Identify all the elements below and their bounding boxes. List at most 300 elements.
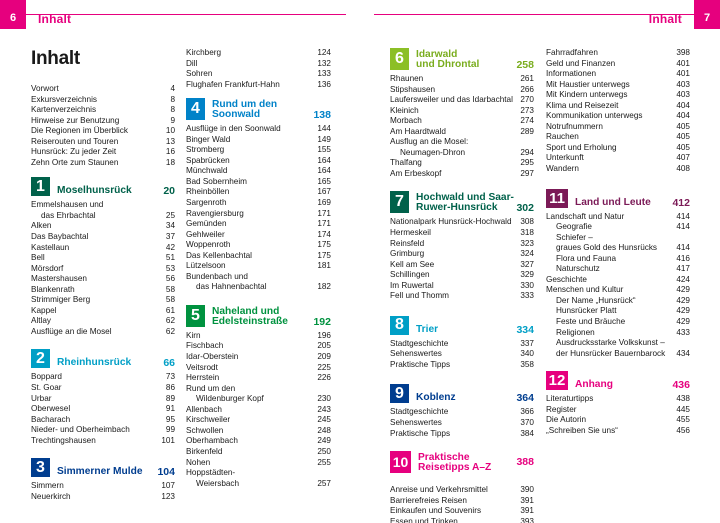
toc-entry-title: Morbach xyxy=(390,116,422,126)
toc-entry-page: 270 xyxy=(520,95,534,105)
toc-entry[interactable] xyxy=(31,404,175,415)
toc-entry-title: Simmern xyxy=(31,481,64,491)
toc-entry[interactable] xyxy=(31,95,175,106)
toc-entry[interactable] xyxy=(546,132,690,143)
toc-entry-title: Nohen xyxy=(186,457,211,467)
toc-entry[interactable] xyxy=(31,253,175,264)
toc-entry[interactable] xyxy=(390,407,534,418)
toc-entry[interactable] xyxy=(186,272,331,283)
toc-entry-title: das Ehrbachtal xyxy=(41,210,96,220)
toc-entry-title: Neumagen-Dhron xyxy=(400,147,466,157)
toc-entry-page: 318 xyxy=(520,228,534,238)
toc-entry[interactable] xyxy=(186,124,331,135)
toc-entry-title: Nationalpark Hunsrück-Hochwald xyxy=(390,217,512,227)
toc-entry[interactable] xyxy=(31,211,175,222)
toc-entry[interactable] xyxy=(546,275,690,286)
toc-entry-page: 429 xyxy=(676,285,690,295)
toc-entry-title: Wandern xyxy=(546,164,579,174)
toc-entry[interactable] xyxy=(31,436,175,447)
toc-entry-title: Naturschutz xyxy=(556,264,600,274)
section-9-header[interactable] xyxy=(390,384,534,403)
toc-entry[interactable] xyxy=(546,143,690,154)
toc-entry[interactable] xyxy=(546,90,690,101)
toc-entry-title: Kartenverzeichnis xyxy=(31,105,97,115)
toc-entry[interactable] xyxy=(31,492,175,503)
toc-entry-page: 4 xyxy=(170,84,175,93)
toc-entry-page: 391 xyxy=(520,495,534,505)
toc-entry[interactable] xyxy=(546,285,690,296)
toc-entry-title: der Hunsrücker Bauernbarock xyxy=(556,348,666,358)
toc-entry-page: 266 xyxy=(520,84,534,94)
section-12-header[interactable] xyxy=(546,371,690,390)
toc-entry-title: Grimburg xyxy=(390,249,425,259)
toc-entry-title: Sport und Erholung xyxy=(546,142,617,152)
section-number-box: 8 xyxy=(390,316,409,335)
section-2-header[interactable] xyxy=(31,349,175,368)
section-title: Land und Leute xyxy=(575,196,651,208)
toc-entry-page: 398 xyxy=(676,48,690,57)
toc-entry[interactable] xyxy=(186,59,331,70)
toc-entry-title: Laufersweiler und das Idarbachtal xyxy=(390,95,513,105)
section-10-header[interactable] xyxy=(390,451,534,473)
toc-entry[interactable] xyxy=(186,426,331,437)
toc-entry[interactable] xyxy=(546,243,690,254)
toc-entry[interactable] xyxy=(546,101,690,112)
toc-entry[interactable] xyxy=(186,415,331,426)
toc-entry-page: 417 xyxy=(676,264,690,274)
toc-entry[interactable] xyxy=(546,254,690,265)
toc-entry[interactable] xyxy=(31,285,175,296)
toc-entry-page: 329 xyxy=(520,270,534,280)
section-1-header[interactable] xyxy=(31,177,175,196)
toc-entry-title: Kell am See xyxy=(390,259,435,269)
toc-entry[interactable] xyxy=(546,122,690,133)
toc-entry-page: 175 xyxy=(317,240,331,250)
toc-entry[interactable] xyxy=(186,48,331,59)
toc-entry-title: Wildenburger Kopf xyxy=(196,394,264,404)
toc-entry[interactable] xyxy=(390,85,534,96)
toc-entry[interactable] xyxy=(186,282,331,293)
toc-entry-title: Literaturtipps xyxy=(546,394,594,404)
toc-entry-page: 37 xyxy=(165,232,175,242)
toc-entry[interactable] xyxy=(31,274,175,285)
section-page: 334 xyxy=(516,323,534,336)
toc-entry-title: Religionen xyxy=(556,327,595,337)
toc-entry-page: 18 xyxy=(165,157,175,167)
toc-entry[interactable] xyxy=(186,230,331,241)
toc-entry-page: 405 xyxy=(676,142,690,152)
toc-entry-title: Klima und Reisezeit xyxy=(546,100,619,110)
toc-entry[interactable] xyxy=(546,164,690,175)
toc-entry[interactable] xyxy=(546,233,690,244)
toc-entry-page: 8 xyxy=(170,94,175,104)
toc-entry[interactable] xyxy=(390,270,534,281)
toc-entry[interactable] xyxy=(186,436,331,447)
toc-entry[interactable] xyxy=(546,212,690,223)
toc-entry-page: 414 xyxy=(676,243,690,253)
toc-entry[interactable] xyxy=(186,219,331,230)
toc-entry[interactable] xyxy=(390,106,534,117)
toc-entry-page: 107 xyxy=(161,481,175,491)
toc-entry[interactable] xyxy=(186,373,331,384)
toc-entry-page: 243 xyxy=(317,404,331,414)
toc-entry[interactable] xyxy=(390,281,534,292)
toc-entry-page: 390 xyxy=(520,485,534,495)
toc-entry-page: 73 xyxy=(165,372,175,382)
toc-entry-title: graues Gold des Hunsrücks xyxy=(556,243,658,253)
toc-entry-title: Geld und Finanzen xyxy=(546,58,616,68)
toc-entry-title: Gehlweiler xyxy=(186,229,225,239)
toc-entry[interactable] xyxy=(31,425,175,436)
toc-entry-title: Hinweise zur Benutzung xyxy=(31,115,120,125)
toc-entry[interactable] xyxy=(546,111,690,122)
toc-entry[interactable] xyxy=(31,126,175,137)
toc-entry[interactable] xyxy=(390,228,534,239)
toc-entry[interactable] xyxy=(546,69,690,80)
toc-entry-page: 42 xyxy=(165,242,175,252)
toc-entry-page: 136 xyxy=(317,79,331,89)
toc-entry[interactable] xyxy=(546,222,690,233)
toc-entry-title: Reiserouten und Touren xyxy=(31,136,119,146)
toc-entry[interactable] xyxy=(31,264,175,275)
toc-entry-title: Reinsfeld xyxy=(390,238,425,248)
toc-entry-title: Sargenroth xyxy=(186,198,227,208)
section-5-entries xyxy=(186,331,331,489)
toc-entry-title: Die Autorin xyxy=(546,415,587,425)
toc-entry[interactable] xyxy=(186,156,331,167)
toc-entry[interactable] xyxy=(390,339,534,350)
toc-entry[interactable] xyxy=(390,74,534,85)
toc-entry-title: das Hahnenbachtal xyxy=(196,282,267,292)
toc-entry-page: 155 xyxy=(317,145,331,155)
toc-entry[interactable] xyxy=(186,145,331,156)
toc-entry[interactable] xyxy=(186,363,331,374)
toc-entry[interactable] xyxy=(186,341,331,352)
toc-entry-page: 391 xyxy=(520,506,534,516)
toc-entry-title: Mörsdorf xyxy=(31,263,64,273)
toc-entry[interactable] xyxy=(31,295,175,306)
section-page: 364 xyxy=(516,392,534,405)
toc-entry[interactable] xyxy=(31,200,175,211)
toc-entry[interactable] xyxy=(390,239,534,250)
toc-entry[interactable] xyxy=(390,95,534,106)
toc-entry[interactable] xyxy=(186,384,331,395)
toc-entry-title: Ausflüge an die Mosel xyxy=(31,326,112,336)
toc-entry[interactable] xyxy=(390,158,534,169)
toc-entry-page: 414 xyxy=(676,211,690,221)
toc-entry-page: 438 xyxy=(676,394,690,404)
toc-entry[interactable] xyxy=(546,426,690,437)
toc-entry[interactable] xyxy=(546,80,690,91)
toc-entry-page: 248 xyxy=(317,425,331,435)
toc-entry-page: 165 xyxy=(317,176,331,186)
section-number-box: 2 xyxy=(31,349,50,368)
toc-entry[interactable] xyxy=(546,306,690,317)
toc-entry-title: Stadtgeschichte xyxy=(390,338,449,348)
toc-entry[interactable] xyxy=(31,316,175,327)
toc-entry-page: 429 xyxy=(676,317,690,327)
section-4-header[interactable] xyxy=(186,98,331,120)
toc-entry-title: Kirn xyxy=(186,330,201,340)
section-7-header[interactable] xyxy=(390,191,534,213)
toc-entry[interactable] xyxy=(31,481,175,492)
toc-entry[interactable] xyxy=(31,306,175,317)
toc-entry[interactable] xyxy=(390,217,534,228)
toc-entry[interactable] xyxy=(390,260,534,271)
toc-entry-page: 182 xyxy=(317,282,331,292)
section-title: Rheinhunsrück xyxy=(57,357,132,369)
toc-entry-title: Allenbach xyxy=(186,404,222,414)
toc-entry[interactable] xyxy=(31,147,175,158)
toc-entry-page: 404 xyxy=(676,111,690,121)
toc-entry[interactable] xyxy=(186,352,331,363)
toc-entry-title: Oberhambach xyxy=(186,436,238,446)
toc-entry-page: 273 xyxy=(520,105,534,115)
toc-entry[interactable] xyxy=(186,209,331,220)
toc-entry-page: 455 xyxy=(676,415,690,425)
page-number-left: 6 xyxy=(0,0,26,29)
toc-entry-page: 403 xyxy=(676,90,690,100)
toc-entry[interactable] xyxy=(31,158,175,169)
toc-entry[interactable] xyxy=(31,137,175,148)
section-5-header[interactable] xyxy=(186,305,331,327)
toc-entry[interactable] xyxy=(186,405,331,416)
toc-entry-title: Schwollen xyxy=(186,425,224,435)
section-title: Rund um den Soonwald xyxy=(212,99,278,121)
toc-entry[interactable] xyxy=(546,48,690,59)
toc-entry-page: 133 xyxy=(317,69,331,79)
toc-entry[interactable] xyxy=(390,169,534,180)
toc-entry-page: 56 xyxy=(165,274,175,284)
toc-entry[interactable] xyxy=(546,338,690,349)
toc-entry[interactable] xyxy=(31,105,175,116)
toc-entry[interactable] xyxy=(546,153,690,164)
toc-entry-page: 62 xyxy=(165,326,175,336)
toc-entry[interactable] xyxy=(390,360,534,371)
toc-entry[interactable] xyxy=(31,116,175,127)
toc-entry-page: 10 xyxy=(165,126,175,136)
toc-entry-page: 34 xyxy=(165,221,175,231)
section-title: Praktische Reisetipps A–Z xyxy=(418,452,492,474)
toc-entry-page: 61 xyxy=(165,305,175,315)
toc-entry-page: 209 xyxy=(317,352,331,362)
toc-entry[interactable] xyxy=(546,317,690,328)
toc-entry[interactable] xyxy=(390,148,534,159)
toc-entry-title: Ausflug an die Mosel: xyxy=(390,137,469,147)
toc-entry[interactable] xyxy=(186,69,331,80)
toc-entry-title: Hunsrück: Zu jeder Zeit xyxy=(31,147,117,157)
section-page: 192 xyxy=(313,315,331,328)
toc-entry-title: Woppenroth xyxy=(186,240,231,250)
section-page: 20 xyxy=(163,185,175,198)
toc-entry[interactable] xyxy=(546,296,690,307)
toc-entry-page: 89 xyxy=(165,393,175,403)
toc-entry-title: St. Goar xyxy=(31,383,62,393)
toc-entry-title: Hermeskeil xyxy=(390,228,431,238)
toc-entry-page: 230 xyxy=(317,394,331,404)
toc-entry[interactable] xyxy=(186,458,331,469)
toc-entry[interactable] xyxy=(390,429,534,440)
toc-entry[interactable] xyxy=(186,198,331,209)
toc-entry[interactable] xyxy=(186,251,331,262)
toc-entry-page: 95 xyxy=(165,414,175,424)
toc-entry-page: 167 xyxy=(317,187,331,197)
toc-entry-page: 366 xyxy=(520,407,534,417)
toc-entry-title: Rhaunen xyxy=(390,74,424,83)
toc-entry[interactable] xyxy=(186,394,331,405)
toc-entry[interactable] xyxy=(31,327,175,338)
toc-entry-page: 337 xyxy=(520,338,534,348)
toc-entry[interactable] xyxy=(546,394,690,405)
toc-entry-title: Kirschweiler xyxy=(186,415,231,425)
toc-entry-title: Essen und Trinken xyxy=(390,516,458,523)
toc-entry[interactable] xyxy=(186,240,331,251)
section-8-entries xyxy=(390,339,534,371)
toc-entry[interactable] xyxy=(546,405,690,416)
toc-entry-title: Mit Haustier unterwegs xyxy=(546,79,630,89)
toc-entry-page: 250 xyxy=(317,446,331,456)
toc-entry-title: Am Haardtwald xyxy=(390,126,446,136)
toc-entry-title: Stadtgeschichte xyxy=(390,407,449,417)
section-title: Moselhunsrück xyxy=(57,185,132,197)
section-6-header[interactable] xyxy=(390,48,534,70)
toc-entry-title: Schiefer – xyxy=(556,232,593,242)
toc-entry-title: Urbar xyxy=(31,393,52,403)
section-title: Naheland und Edelsteinstraße xyxy=(212,305,288,327)
toc-entry[interactable] xyxy=(186,187,331,198)
toc-entry[interactable] xyxy=(390,506,534,517)
section-page: 388 xyxy=(516,456,534,469)
toc-entry-title: Geografie xyxy=(556,222,592,232)
toc-entry[interactable] xyxy=(186,261,331,272)
section-number-box: 4 xyxy=(186,98,205,120)
toc-entry-page: 324 xyxy=(520,249,534,259)
section-2-entries xyxy=(31,372,175,446)
toc-entry-page: 245 xyxy=(317,415,331,425)
toc-entry-title: Rauchen xyxy=(546,132,579,142)
toc-entry-page: 257 xyxy=(317,478,331,488)
toc-entry[interactable] xyxy=(390,485,534,496)
toc-entry[interactable] xyxy=(390,137,534,148)
toc-entry[interactable] xyxy=(186,177,331,188)
toc-entry[interactable] xyxy=(31,243,175,254)
toc-entry-page: 255 xyxy=(317,457,331,467)
toc-entry-page: 445 xyxy=(676,404,690,414)
toc-entry-title: Rund um den xyxy=(186,383,236,393)
toc-entry-page: 144 xyxy=(317,124,331,134)
toc-entry-title: Spabrücken xyxy=(186,155,230,165)
toc-entry-page: 405 xyxy=(676,132,690,142)
toc-entry[interactable] xyxy=(31,415,175,426)
toc-entry-page: 8 xyxy=(170,105,175,115)
toc-entry-title: Birkenfeld xyxy=(186,446,223,456)
section-title: Idarwald und Dhrontal xyxy=(416,49,480,70)
toc-entry-page: 58 xyxy=(165,284,175,294)
toc-entry[interactable] xyxy=(546,349,690,360)
toc-entry-page: 294 xyxy=(520,147,534,157)
section-number-box: 12 xyxy=(546,371,568,390)
toc-entry-title: „Schreiben Sie uns“ xyxy=(546,425,618,435)
toc-entry[interactable] xyxy=(546,264,690,275)
section-title: Simmerner Mulde xyxy=(57,466,143,478)
toc-entry[interactable] xyxy=(31,232,175,243)
toc-entry-title: Ausdrucksstarke Volkskunst – xyxy=(556,338,665,348)
toc-entry[interactable] xyxy=(31,372,175,383)
toc-entry-page: 433 xyxy=(676,327,690,337)
toc-entry[interactable] xyxy=(186,447,331,458)
page-title: Inhalt xyxy=(31,48,80,69)
toc-entry[interactable] xyxy=(546,415,690,426)
toc-entry[interactable] xyxy=(390,249,534,260)
toc-entry[interactable] xyxy=(390,496,534,507)
running-title-right: Inhalt xyxy=(648,12,682,26)
toc-entry-page: 16 xyxy=(165,147,175,157)
toc-entry[interactable] xyxy=(186,80,331,91)
toc-entry[interactable] xyxy=(390,291,534,302)
toc-entry-title: Sohren xyxy=(186,69,213,79)
toc-entry[interactable] xyxy=(546,59,690,70)
toc-entry-page: 323 xyxy=(520,238,534,248)
toc-column-2 xyxy=(186,48,331,489)
section-title: Trier xyxy=(416,323,439,335)
toc-entry[interactable] xyxy=(390,127,534,138)
toc-entry-title: Feste und Bräuche xyxy=(556,317,626,327)
toc-entry-title: Thalfang xyxy=(390,158,422,168)
toc-entry-page: 407 xyxy=(676,153,690,163)
section-8-header[interactable] xyxy=(390,316,534,335)
toc-entry-title: Stipshausen xyxy=(390,84,436,94)
toc-entry-page: 181 xyxy=(317,261,331,271)
section-11-header[interactable] xyxy=(546,189,690,208)
toc-entry-title: Informationen xyxy=(546,69,597,79)
toc-entry-page: 393 xyxy=(520,516,534,523)
toc-entry[interactable] xyxy=(546,328,690,339)
toc-entry-title: Sehenswertes xyxy=(390,349,442,359)
toc-entry[interactable] xyxy=(31,383,175,394)
toc-entry-title: Stromberg xyxy=(186,145,225,155)
toc-entry[interactable] xyxy=(390,349,534,360)
toc-entry-page: 456 xyxy=(676,425,690,435)
toc-entry[interactable] xyxy=(31,84,175,95)
toc-entry[interactable] xyxy=(31,221,175,232)
toc-entry-title: Hoppstädten- xyxy=(186,468,236,478)
toc-entry[interactable] xyxy=(186,166,331,177)
toc-entry[interactable] xyxy=(186,331,331,342)
toc-entry[interactable] xyxy=(31,394,175,405)
toc-entry-title: Boppard xyxy=(31,372,62,382)
toc-entry[interactable] xyxy=(186,479,331,490)
section-page: 302 xyxy=(516,202,534,215)
toc-entry[interactable] xyxy=(186,468,331,479)
section-3-header[interactable] xyxy=(31,458,175,477)
toc-entry-page: 429 xyxy=(676,295,690,305)
toc-entry-title: Gemünden xyxy=(186,219,227,229)
toc-entry-title: Neuerkirch xyxy=(31,491,71,501)
section-number-box: 6 xyxy=(390,48,409,70)
toc-entry-title: Kommunikation unterwegs xyxy=(546,111,643,121)
toc-entry[interactable] xyxy=(390,418,534,429)
toc-column-3 xyxy=(390,48,534,523)
toc-entry-title: Bad Sobernheim xyxy=(186,176,247,186)
toc-entry[interactable] xyxy=(186,135,331,146)
toc-entry-page: 249 xyxy=(317,436,331,446)
toc-entry-page: 225 xyxy=(317,362,331,372)
toc-entry-title: Fahrradfahren xyxy=(546,48,598,57)
toc-entry[interactable] xyxy=(390,116,534,127)
toc-entry-page: 416 xyxy=(676,253,690,263)
toc-entry[interactable] xyxy=(390,517,534,523)
toc-entry-title: Kappel xyxy=(31,305,57,315)
